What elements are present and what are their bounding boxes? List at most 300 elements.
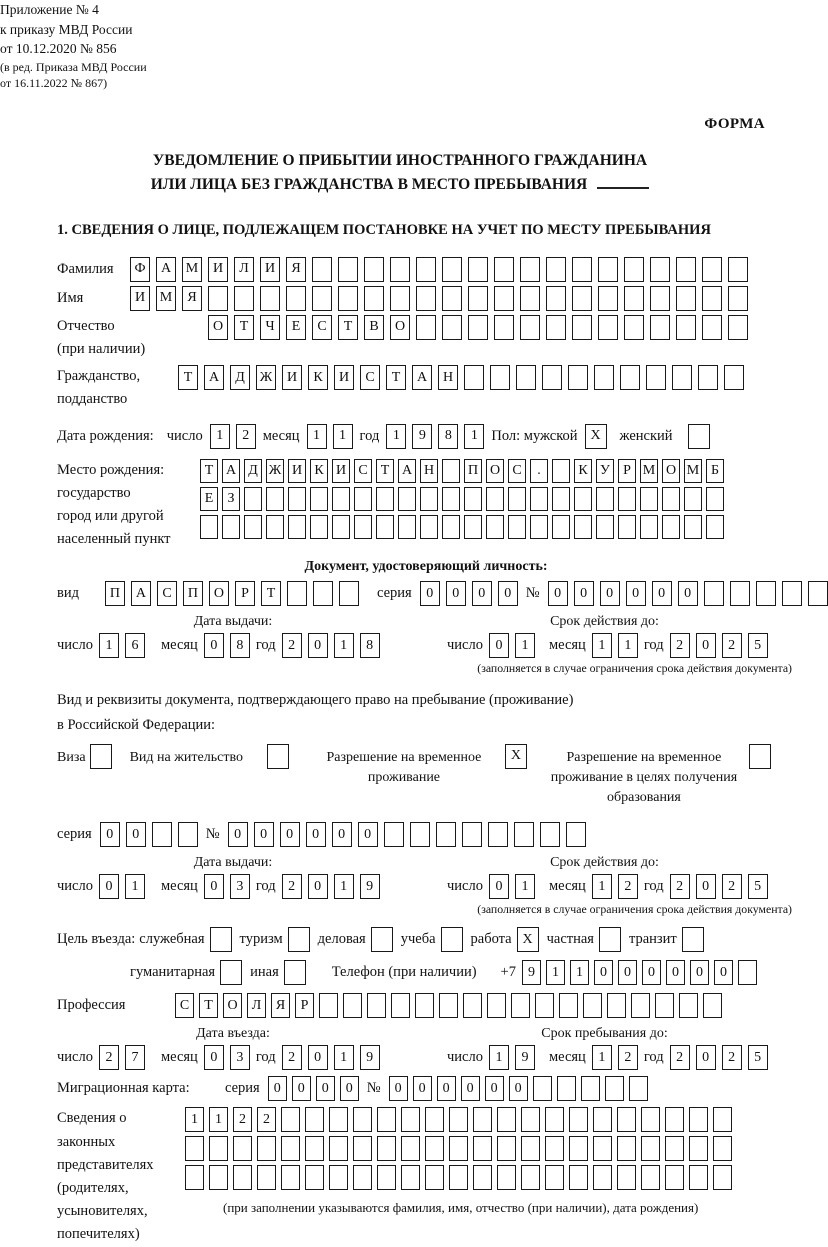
char-cell [310,487,328,511]
char-cell [312,286,332,311]
char-cell [260,286,280,311]
char-cell [572,286,592,311]
char-cell: 2 [722,874,742,899]
purpose-official-label: служебная [139,931,205,948]
char-cell [552,487,570,511]
birth-month-label: месяц [262,427,300,444]
char-cell: 0 [306,822,326,847]
char-cell [655,993,674,1018]
char-cell: Ф [130,257,150,282]
doc-series-cells [420,581,518,606]
char-cell [473,1165,492,1190]
char-cell [442,487,460,511]
char-cell [468,286,488,311]
char-cell: 2 [618,874,638,899]
char-cell: 0 [485,1076,504,1101]
char-cell: О [223,993,242,1018]
permit-valid-year-label: год [643,878,664,895]
permit-issue-year-label: год [255,878,276,895]
char-cell [593,1136,612,1161]
char-cell [508,515,526,539]
char-cell [468,257,488,282]
char-cell [581,1076,600,1101]
char-cell [702,315,722,340]
char-cell: 5 [748,874,768,899]
char-cell [401,1107,420,1132]
char-cell [594,365,614,390]
char-cell: 0 [574,581,594,606]
appendix-note-line: (в ред. Приказа МВД России [0,59,147,74]
visit-purpose-label: Цель въезда: [57,931,136,948]
purpose-transit-label: транзит [628,931,677,948]
char-cell [593,1107,612,1132]
char-cell [281,1136,300,1161]
permit-valid-day-label: число [447,878,483,895]
patronymic-cells [208,315,748,340]
char-cell: И [208,257,228,282]
char-cell [497,1165,516,1190]
char-cell [209,1165,228,1190]
char-cell: 0 [696,1045,716,1070]
char-cell: А [156,257,176,282]
char-cell [530,515,548,539]
char-cell [442,459,460,483]
char-cell [546,286,566,311]
doc-kind-label: вид [57,585,79,602]
char-cell: 1 [489,1045,509,1070]
temp-residence-education-label: Разрешение на временное проживание в целях получения образования [550,749,738,806]
citizenship-label: Гражданство, подданство [57,368,141,408]
char-cell [305,1165,324,1190]
char-cell [488,822,508,847]
char-cell [702,257,722,282]
representatives-cells-row3 [185,1165,732,1190]
char-cell: 0 [509,1076,528,1101]
char-cell [257,1136,276,1161]
residence-permit-checkbox [267,744,289,769]
char-cell [442,286,462,311]
char-cell [209,1136,228,1161]
char-cell: 6 [125,633,145,658]
char-cell [624,257,644,282]
char-cell [605,1076,624,1101]
char-cell [713,1165,732,1190]
char-cell [546,257,566,282]
char-cell [152,822,172,847]
temp-residence-education-checkbox [749,744,771,769]
char-cell: 0 [308,874,328,899]
char-cell: Я [182,286,202,311]
char-cell [516,365,536,390]
title-blank-underline [597,187,649,189]
birth-year-cells [386,424,484,449]
phone-prefix: +7 [500,964,516,981]
char-cell: 3 [230,1045,250,1070]
char-cell: 5 [748,1045,768,1070]
doc-valid-month-cells [592,633,638,658]
char-cell: 1 [99,633,119,658]
purpose-private-label: частная [546,931,594,948]
sex-female-checkbox [688,424,710,449]
char-cell [624,286,644,311]
entry-day-label: число [57,1049,93,1066]
permit-issue-month-cells [204,874,250,899]
phone-label: Телефон (при наличии) [331,964,477,981]
purpose-business-label: деловая [317,931,366,948]
char-cell: С [360,365,380,390]
char-cell: 0 [332,822,352,847]
char-cell [650,286,670,311]
stay-until-row [409,1045,800,1070]
char-cell [542,365,562,390]
char-cell [545,1165,564,1190]
char-cell [520,315,540,340]
representatives-block [57,1107,800,1246]
char-cell: 0 [446,581,466,606]
char-cell [338,286,358,311]
char-cell [442,515,460,539]
section1-heading: 1. СВЕДЕНИЯ О ЛИЦЕ, ПОДЛЕЖАЩЕМ ПОСТАНОВКЕ НА УЧЕТ ПО МЕСТУ ПРЕБЫВАНИЯ [57,221,711,238]
char-cell: 0 [714,960,733,985]
char-cell [233,1165,252,1190]
char-cell [557,1076,576,1101]
char-cell [533,1076,552,1101]
patronymic-label: Отчество (при наличии) [57,317,146,357]
char-cell: 2 [670,1045,690,1070]
purpose-private-checkbox [599,927,621,952]
char-cell: 2 [99,1045,119,1070]
char-cell: 0 [389,1076,408,1101]
char-cell: И [282,365,302,390]
char-cell [598,315,618,340]
char-cell: И [260,257,280,282]
char-cell [391,993,410,1018]
char-cell: С [508,459,526,483]
char-cell [486,487,504,511]
migration-card-row [57,1076,800,1101]
doc-issue-heading: Дата выдачи: [193,614,273,630]
char-cell: А [412,365,432,390]
char-cell: 1 [185,1107,204,1132]
char-cell [641,1107,660,1132]
char-cell [713,1107,732,1132]
char-cell: 1 [515,874,535,899]
residence-permit-label: Вид на жительство [129,749,243,765]
birth-year-label: год [359,427,380,444]
char-cell [598,257,618,282]
char-cell: Т [386,365,406,390]
char-cell: 9 [515,1045,535,1070]
char-cell: 1 [334,874,354,899]
char-cell: 0 [100,822,120,847]
char-cell [281,1107,300,1132]
char-cell [540,822,560,847]
permit-valid-year-cells [670,874,768,899]
char-cell: 1 [546,960,565,985]
char-cell: Р [235,581,255,606]
char-cell [329,1107,348,1132]
char-cell: И [288,459,306,483]
char-cell: 0 [292,1076,311,1101]
char-cell: 0 [472,581,492,606]
char-cell: 2 [233,1107,252,1132]
char-cell [535,993,554,1018]
birth-place-block [57,459,800,552]
char-cell [222,515,240,539]
form-title [0,149,800,196]
char-cell: 0 [489,874,509,899]
char-cell [425,1107,444,1132]
permit-series-row [57,822,800,847]
permit-issue-heading: Дата выдачи: [193,855,273,871]
char-cell [420,487,438,511]
char-cell [266,515,284,539]
char-cell [568,365,588,390]
identity-doc-row [57,581,800,606]
migration-number-cells [389,1076,648,1101]
char-cell [511,993,530,1018]
visit-purpose-row [57,927,800,952]
char-cell [545,1107,564,1132]
char-cell: 1 [334,633,354,658]
char-cell [473,1136,492,1161]
entry-date-heading: Дата въезда: [196,1026,270,1042]
doc-valid-year-label: год [643,637,664,654]
char-cell [665,1107,684,1132]
char-cell: И [130,286,150,311]
char-cell: Р [295,993,314,1018]
appendix-header [0,0,800,59]
appendix-edit-note [0,59,800,93]
char-cell [520,286,540,311]
char-cell [410,822,430,847]
char-cell: 7 [125,1045,145,1070]
char-cell: 0 [652,581,672,606]
char-cell [738,960,757,985]
char-cell: Н [420,459,438,483]
char-cell [676,257,696,282]
char-cell [416,257,436,282]
char-cell: Ж [256,365,276,390]
char-cell: К [308,365,328,390]
char-cell [390,257,410,282]
birth-place-cells-row1 [200,459,724,483]
char-cell [332,515,350,539]
purpose-tourism-checkbox [288,927,310,952]
char-cell [425,1165,444,1190]
migration-number-label: № [366,1080,381,1097]
purpose-work-label: работа [470,931,512,948]
char-cell: О [390,315,410,340]
entry-year-label: год [255,1049,276,1066]
char-cell [384,822,404,847]
char-cell [329,1136,348,1161]
char-cell: 0 [666,960,685,985]
char-cell: К [310,459,328,483]
char-cell [338,257,358,282]
stay-month-cells [592,1045,638,1070]
char-cell: 0 [99,874,119,899]
char-cell: В [364,315,384,340]
char-cell [208,286,228,311]
permit-issue-row [57,874,409,899]
char-cell [376,487,394,511]
char-cell: 0 [204,633,224,658]
char-cell [449,1136,468,1161]
char-cell: И [332,459,350,483]
char-cell: 0 [413,1076,432,1101]
char-cell: Я [286,257,306,282]
appendix-line: от 10.12.2020 № 856 [0,41,117,57]
char-cell [703,993,722,1018]
profession-row [57,993,800,1018]
residence-doc-intro: Вид и реквизиты документа, подтверждающего право на пребывание (проживание) в Российской Федерации: [57,692,574,733]
char-cell: Д [244,459,262,483]
char-cell: П [105,581,125,606]
char-cell [569,1107,588,1132]
char-cell [281,1165,300,1190]
char-cell: 0 [280,822,300,847]
citizenship-cells [178,365,744,390]
char-cell [508,487,526,511]
surname-row [57,257,800,282]
char-cell [497,1107,516,1132]
char-cell: 2 [282,874,302,899]
birth-place-cells-row2 [200,487,724,511]
char-cell: И [334,365,354,390]
doc-valid-year-cells [670,633,768,658]
char-cell [339,581,359,606]
char-cell: 0 [254,822,274,847]
form-title-line1: УВЕДОМЛЕНИЕ О ПРИБЫТИИ ИНОСТРАННОГО ГРАЖДАНИНА [152,152,648,170]
char-cell [569,1165,588,1190]
doc-series-label: серия [376,585,412,602]
doc-issue-row [57,633,409,658]
char-cell [676,315,696,340]
char-cell [313,581,333,606]
char-cell [257,1165,276,1190]
char-cell [185,1165,204,1190]
char-cell: 5 [748,633,768,658]
char-cell [641,1136,660,1161]
char-cell: 1 [307,424,327,449]
char-cell [545,1136,564,1161]
char-cell [665,1136,684,1161]
char-cell: 2 [670,633,690,658]
char-cell: М [182,257,202,282]
char-cell [343,993,362,1018]
doc-issue-year-label: год [255,637,276,654]
char-cell: 0 [204,1045,224,1070]
char-cell: А [131,581,151,606]
char-cell [487,993,506,1018]
char-cell: Т [261,581,281,606]
char-cell [574,515,592,539]
char-cell [464,515,482,539]
char-cell: Д [230,365,250,390]
sex-male-checkbox: X [585,424,607,449]
char-cell [494,286,514,311]
char-cell: 0 [696,633,716,658]
char-cell: Ж [266,459,284,483]
char-cell: С [312,315,332,340]
char-cell [310,515,328,539]
doc-issue-month-label: месяц [160,637,198,654]
char-cell: 8 [360,633,380,658]
char-cell [416,286,436,311]
char-cell [319,993,338,1018]
char-cell: 9 [360,874,380,899]
permit-issue-month-label: месяц [160,878,198,895]
purpose-tourism-label: туризм [239,931,283,948]
char-cell [662,487,680,511]
permit-series-cells [100,822,198,847]
char-cell [618,487,636,511]
permit-valid-day-cells [489,874,535,899]
char-cell: Б [706,459,724,483]
doc-number-label: № [525,585,540,602]
doc-issue-year-cells [282,633,380,658]
char-cell [305,1136,324,1161]
char-cell: Ч [260,315,280,340]
char-cell [486,515,504,539]
char-cell: Е [200,487,218,511]
permit-valid-heading: Срок действия до: [550,855,659,871]
char-cell [287,581,307,606]
phone-cells [522,960,757,985]
doc-valid-note: (заполняется в случае ограничения срока действия документа) [477,661,792,676]
char-cell [332,487,350,511]
char-cell: 0 [316,1076,335,1101]
char-cell: Е [286,315,306,340]
char-cell [377,1107,396,1132]
stay-until-heading: Срок пребывания до: [541,1026,668,1042]
char-cell [650,257,670,282]
given-name-row [57,286,800,311]
char-cell: Т [234,315,254,340]
char-cell [552,515,570,539]
char-cell: 0 [358,822,378,847]
char-cell: 1 [464,424,484,449]
char-cell: 1 [592,1045,612,1070]
char-cell [662,515,680,539]
char-cell [641,1165,660,1190]
doc-kind-cells [105,581,359,606]
char-cell [416,315,436,340]
char-cell: 0 [228,822,248,847]
char-cell [442,257,462,282]
char-cell [377,1165,396,1190]
char-cell: А [398,459,416,483]
char-cell: 0 [600,581,620,606]
char-cell [689,1136,708,1161]
char-cell [494,257,514,282]
char-cell [684,515,702,539]
purpose-transit-checkbox [682,927,704,952]
char-cell [569,1136,588,1161]
char-cell [449,1165,468,1190]
purpose-work-checkbox: X [517,927,539,952]
char-cell [468,315,488,340]
char-cell: А [204,365,224,390]
doc-issue-day-label: число [57,637,93,654]
char-cell: 0 [340,1076,359,1101]
doc-valid-day-label: число [447,637,483,654]
char-cell [629,1076,648,1101]
entry-date-row [57,1045,409,1070]
char-cell [514,822,534,847]
char-cell [521,1165,540,1190]
